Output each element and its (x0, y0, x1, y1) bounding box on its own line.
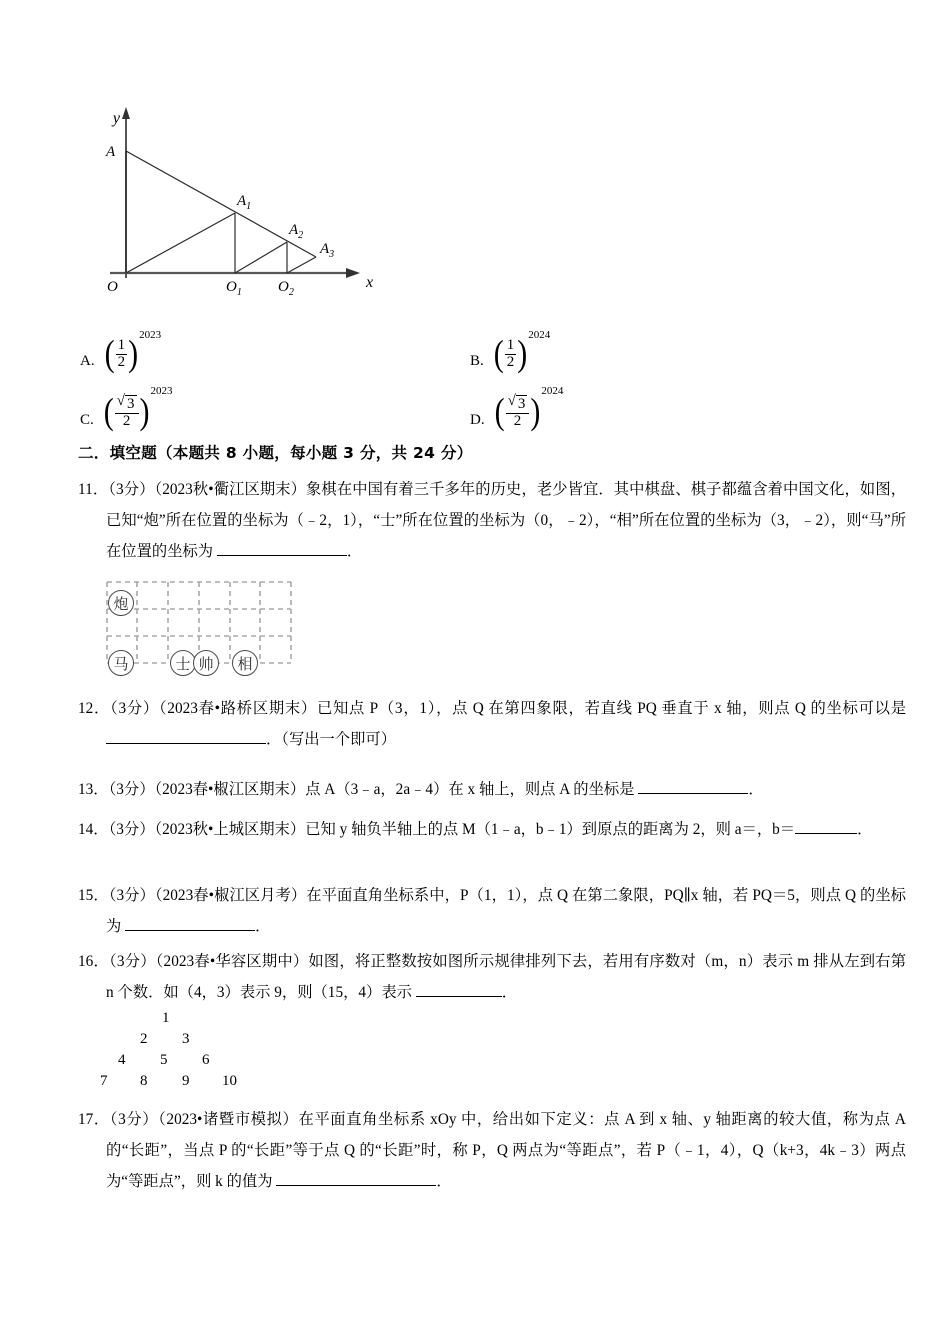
label-point-O1: $O_1$ (226, 279, 242, 298)
question-15-text: 在平面直角坐标系中，P（1，1），点 Q 在第二象限，PQ∥x 轴，若 PQ＝5，则点 Q 的坐标为 (106, 887, 906, 935)
paren-close: ) (139, 390, 150, 432)
question-12 (78, 693, 906, 755)
segment-O2-A3 (287, 257, 316, 273)
figure-chessboard (103, 578, 298, 678)
question-11-text: 象棋在中国有着三千多年的历史，老少皆宜．其中棋盘、棋子都蕴含着中国文化，如图，已知“炮”所在位置的坐标为（﹣2，1），“士”所在位置的坐标为（0，﹣2），“相”所在位置的坐标为（3，﹣2），则“马”所在位置的坐标为 (106, 481, 907, 560)
choice-D-letter: D. (470, 412, 485, 428)
number-cell-r1c1: 1 (162, 1010, 170, 1026)
triangles-svg (80, 95, 400, 310)
question-12-answer-blank[interactable] (106, 743, 266, 744)
y-axis-arrow (122, 107, 130, 119)
question-11-number: 11． (78, 481, 109, 498)
label-point-A1: $A_1$ (237, 193, 252, 212)
chess-piece-xiang-label: 相 (237, 654, 253, 673)
number-cell-r4c4: 10 (222, 1073, 237, 1089)
question-13 (78, 774, 906, 805)
x-axis-arrow (346, 268, 360, 278)
question-16-text: 如图，将正整数按如图所示规律排列下去，若用有序数对（m，n）表示 m 排从左到右第 n 个数．如（4，3）表示 9，则（15，4）表示 (106, 953, 906, 1001)
chess-piece-shuai-label: 帅 (198, 654, 214, 673)
question-17-source: （2023•诸暨市模拟） (158, 1111, 299, 1128)
choice-A[interactable] (80, 329, 162, 375)
chess-piece-shuai[interactable] (193, 650, 219, 676)
choice-C-letter: C. (80, 412, 94, 428)
fraction-denominator: 2 (122, 413, 131, 430)
question-13-text: 点 A（3﹣a，2a﹣4）在 x 轴上，则点 A 的坐标是 (305, 781, 635, 798)
choice-C[interactable] (80, 385, 173, 432)
fraction-half (505, 338, 517, 371)
number-cell-r2c2: 3 (182, 1031, 190, 1047)
question-14-source: （2023秋•上城区期末） (154, 821, 306, 838)
radical-sqrt (117, 394, 137, 413)
figure-number-triangle (100, 1010, 280, 1096)
paren-close: ) (517, 333, 528, 375)
question-11 (78, 474, 906, 567)
question-14-text: 已知 y 轴负半轴上的点 M（1﹣a，b﹣1）到原点的距离为 2，则 a＝ (305, 821, 757, 838)
label-point-A2: $A_2$ (289, 222, 304, 241)
fraction-numerator (506, 394, 530, 414)
label-axis-y: y (112, 110, 120, 127)
number-cell-r2c1: 2 (140, 1031, 148, 1047)
choice-A-exponent: 2023 (139, 329, 162, 341)
question-17-number: 17． (78, 1111, 110, 1128)
paren-open: ( (103, 390, 114, 432)
question-14-tail: ． (857, 821, 873, 838)
question-14-number: 14． (78, 821, 109, 838)
question-14-score: （3分） (108, 821, 155, 838)
question-11-source: （2023秋•衢江区期末） (154, 481, 307, 498)
fraction-denominator: 2 (513, 413, 522, 430)
question-16 (78, 946, 906, 1008)
chess-piece-ma-label: 马 (113, 654, 129, 673)
label-point-O2: $O_2$ (278, 279, 294, 298)
chess-piece-shi-label: 士 (175, 654, 191, 673)
chess-piece-xiang[interactable] (232, 650, 258, 676)
label-axis-x: x (366, 274, 374, 291)
section-heading-fill-in-blank: 二．填空题（本题共 8 小题，每小题 3 分，共 24 分） (78, 444, 473, 462)
question-16-answer-blank[interactable] (416, 996, 502, 997)
radical-sign: √ (116, 393, 125, 409)
question-16-source: （2023春•华容区期中） (155, 953, 309, 970)
question-16-number: 16． (78, 953, 109, 970)
choice-C-exponent: 2023 (150, 385, 173, 397)
question-17-answer-blank[interactable] (276, 1185, 436, 1186)
question-15-answer-blank[interactable] (125, 930, 255, 931)
question-13-source: （2023春•椒江区期末） (154, 781, 306, 798)
fraction-denominator: 2 (117, 353, 126, 370)
radical-sqrt (508, 394, 528, 413)
number-cell-r3c1: 4 (118, 1052, 126, 1068)
question-12-source: （2023春•路桥区期末） (158, 700, 317, 717)
number-cell-r4c1: 7 (100, 1073, 108, 1089)
choice-D-expression (494, 385, 564, 432)
choice-B-exponent: 2024 (528, 329, 551, 341)
answer-choices (80, 316, 880, 432)
question-12-score: （3分） (110, 700, 159, 717)
question-14-answer-blank-b[interactable] (795, 833, 857, 834)
question-13-score: （3分） (108, 781, 155, 798)
question-12-text: 已知点 P（3，1），点 Q 在第四象限，若直线 PQ 垂直于 x 轴，则点 Q 的坐标可以是 (316, 700, 906, 717)
question-16-score: （3分） (109, 953, 156, 970)
paren-open: ( (104, 333, 115, 375)
fraction-half (116, 338, 128, 371)
question-17-text: 在平面直角坐标系 xOy 中，给出如下定义：点 A 到 x 轴、y 轴距离的较大值，称为点 A 的“长距”，当点 P 的“长距”等于点 Q 的“长距”时，称 P，Q 两点为“等距点”，若 P（﹣1，4），Q（k+3，4k﹣3）两点为“等距点”，则 k 的值为 (106, 1111, 906, 1190)
question-17-score: （3分） (109, 1111, 159, 1128)
fraction-sqrt3-over-2 (115, 394, 139, 430)
fraction-numerator (115, 394, 139, 414)
question-15-tail: ． (255, 918, 271, 935)
question-15-score: （3分） (108, 887, 155, 904)
number-cell-r4c2: 8 (140, 1073, 148, 1089)
label-point-A: A (106, 144, 116, 160)
number-cell-r3c3: 6 (202, 1052, 210, 1068)
choice-C-expression (103, 385, 173, 432)
question-13-tail: ． (748, 781, 764, 798)
paren-close: ) (128, 333, 139, 375)
choice-D[interactable] (470, 385, 564, 432)
question-12-tail: ．（写出一个即可） (266, 731, 397, 748)
chess-piece-pao[interactable] (108, 590, 134, 616)
choice-B-expression (493, 329, 551, 375)
question-17 (78, 1104, 906, 1197)
choice-D-exponent: 2024 (541, 385, 564, 397)
radical-body: 3 (517, 396, 526, 412)
choice-A-expression (104, 329, 162, 375)
fraction-denominator: 2 (506, 353, 515, 370)
choice-B[interactable] (470, 329, 551, 375)
hypotenuse-main (126, 151, 316, 257)
label-point-A3: $A_3$ (320, 241, 335, 260)
question-15 (78, 880, 906, 942)
question-12-number: 12． (78, 700, 111, 717)
question-11-score: （3分） (108, 481, 155, 498)
paren-open: ( (494, 390, 505, 432)
question-15-number: 15． (78, 887, 109, 904)
question-15-source: （2023春•椒江区月考） (154, 887, 307, 904)
question-14 (78, 814, 906, 845)
fraction-sqrt3-over-2 (506, 394, 530, 430)
fraction-numerator: 1 (506, 337, 515, 353)
radical-sign: √ (507, 393, 516, 409)
chess-piece-ma[interactable] (108, 650, 134, 676)
label-point-O: O (107, 279, 118, 295)
segment-O1-A2 (235, 242, 287, 273)
fraction-numerator: 1 (117, 337, 126, 353)
question-17-tail: ． (436, 1173, 452, 1190)
figure-staircase-triangles (80, 95, 400, 310)
question-14-mid: ，b＝ (756, 821, 796, 838)
number-cell-r4c3: 9 (182, 1073, 190, 1089)
question-13-answer-blank[interactable] (638, 793, 748, 794)
question-13-number: 13． (78, 781, 109, 798)
number-cell-r3c2: 5 (160, 1052, 168, 1068)
paren-open: ( (493, 333, 504, 375)
question-11-tail: ． (346, 543, 363, 560)
segment-O-A1 (126, 213, 235, 273)
paren-close: ) (530, 390, 541, 432)
radical-body: 3 (127, 396, 135, 412)
choice-A-letter: A. (80, 352, 95, 369)
chess-piece-pao-label: 炮 (113, 594, 129, 613)
question-11-answer-blank[interactable] (217, 555, 347, 556)
choice-B-letter: B. (470, 352, 484, 369)
question-16-tail: ． (501, 984, 518, 1001)
